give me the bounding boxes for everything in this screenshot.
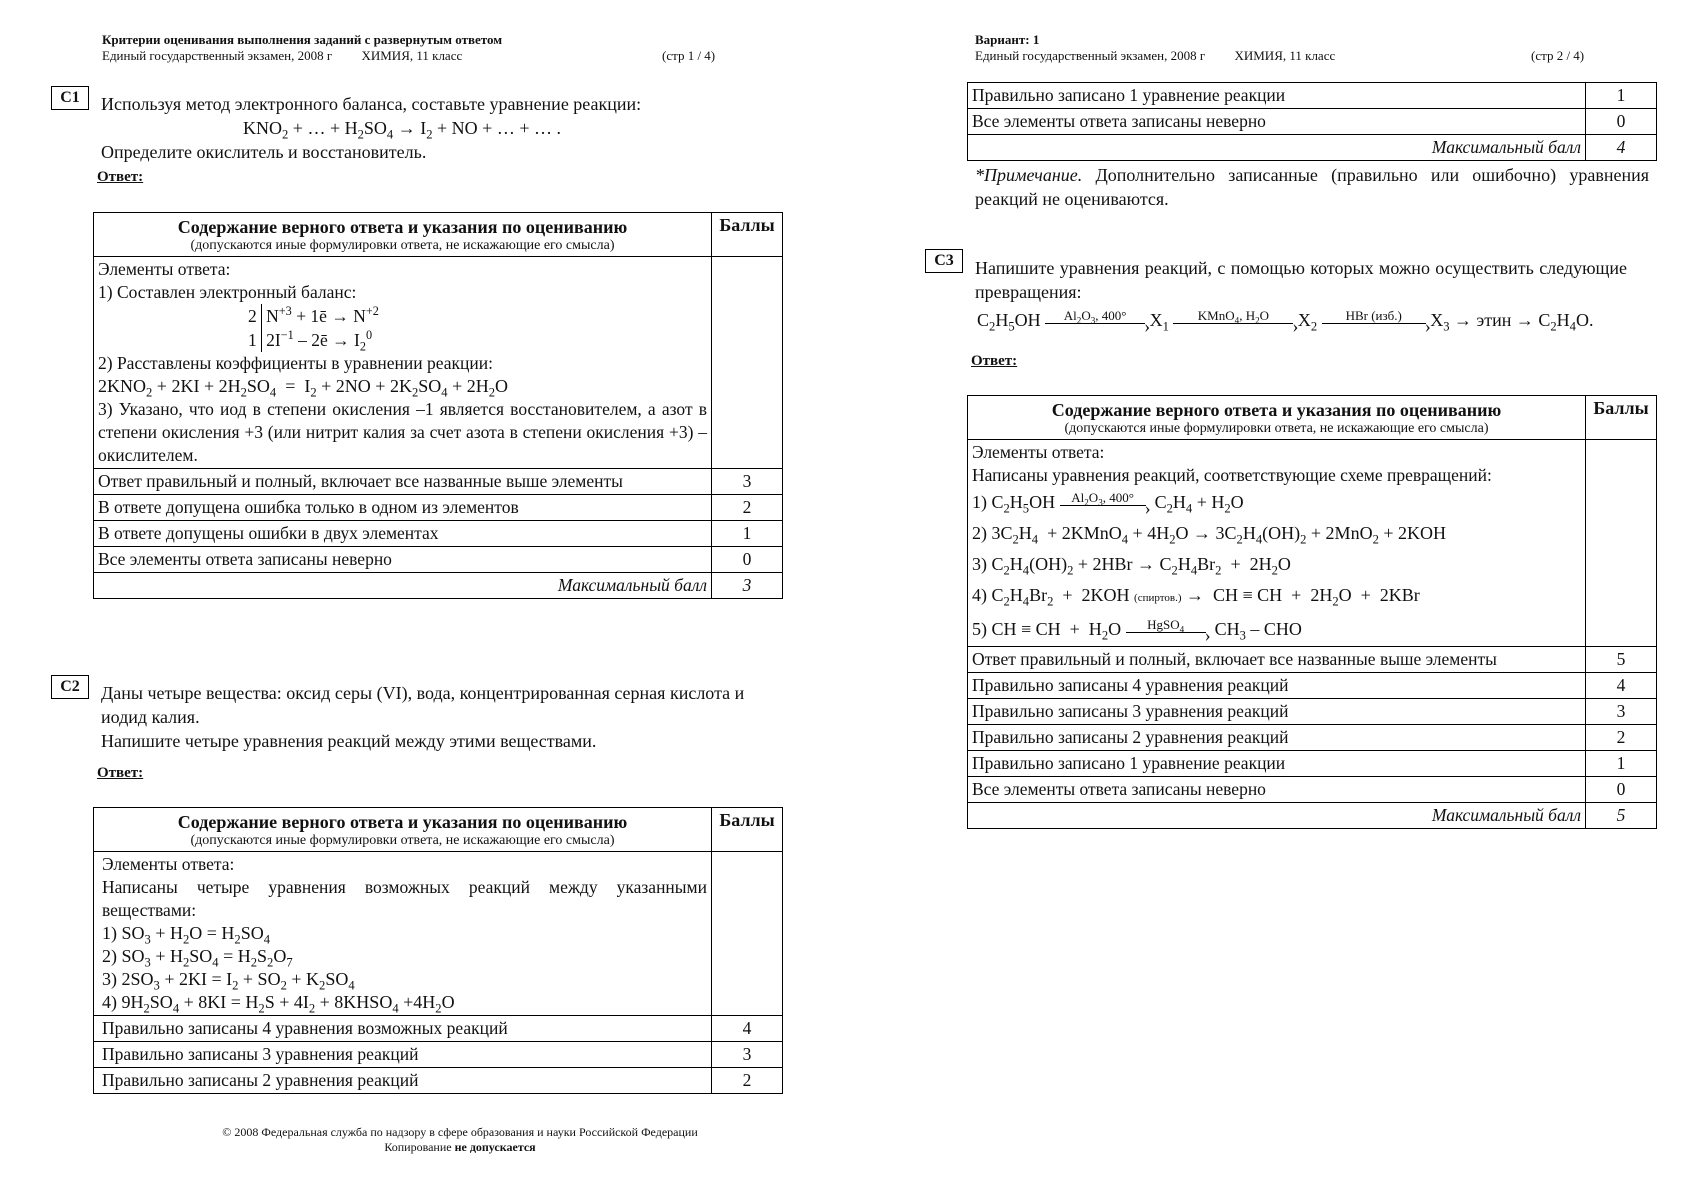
row-text: Правильно записаны 3 уравнения реакций <box>94 1042 712 1068</box>
table-row <box>94 1042 783 1068</box>
answer-elements-row <box>94 257 783 469</box>
table-header <box>94 213 783 257</box>
row-text: Правильно записаны 2 уравнения реакций <box>94 1068 712 1094</box>
c1-reaction-scheme: $KNO_2$ + … + $H_2SO_4 \to I_2$ + NO + … + … . <box>243 118 561 142</box>
footer-copy-forbidden: не допускается <box>454 1140 536 1154</box>
task-tag-c2: C2 <box>51 675 89 699</box>
table-row <box>968 109 1657 135</box>
row-text: В ответе допущены ошибки в двух элементах <box>94 521 712 547</box>
table-row <box>968 699 1657 725</box>
c1-answer-label: Ответ: <box>97 169 144 185</box>
page-number: (стр 2 / 4) <box>1531 48 1585 63</box>
row-text: Все элементы ответа записаны неверно <box>968 777 1586 803</box>
table-header-score: Баллы <box>712 213 783 257</box>
c1-question <box>101 92 741 164</box>
c3-question <box>975 256 1627 304</box>
page1-header <box>102 32 722 64</box>
max-score-row <box>968 135 1657 161</box>
c3-equation-1: 1) $C_2H_5OH$ $Al_2O_3$, 400° › $C_2H_4 + H_2O$ <box>972 487 1581 518</box>
row-text: Все элементы ответа записаны неверно <box>968 109 1586 135</box>
max-score-value: 4 <box>1586 135 1657 161</box>
answer-elements-row <box>968 440 1657 647</box>
c3-equation-5: 5) CH ≡ CH + $H_2O$ HgSO$_4$ › $CH_3$ – CHO <box>972 614 1581 645</box>
c2-equation-4: 4) $9H_2SO_4 + 8KI = H_2S + 4I_2$ + $8KHSO_4 +4H_2O$ <box>102 992 455 1016</box>
max-score-row <box>968 803 1657 829</box>
row-text: Правильно записаны 4 уравнения реакций <box>968 673 1586 699</box>
footer-copy-label: Копирование <box>384 1140 452 1154</box>
row-text: Правильно записано 1 уравнение реакции <box>968 83 1586 109</box>
c3-answer-label: Ответ: <box>971 353 1018 369</box>
element-2: 2) Расставлены коэффициенты в уравнении реакции: <box>98 353 493 373</box>
answer-elements-row <box>94 852 783 1016</box>
table-row <box>94 521 783 547</box>
table-row <box>94 469 783 495</box>
table-row <box>94 1016 783 1042</box>
page-number: (стр 1 / 4) <box>662 48 716 63</box>
table-header-main: Содержание верного ответа и указания по оцениванию <box>1051 399 1502 420</box>
page-footer <box>120 1125 800 1155</box>
elements-title: Элементы ответа: <box>102 854 235 874</box>
element-1: 1) Составлен электронный баланс: <box>98 282 357 302</box>
c2-criteria-table-continued <box>967 82 1657 161</box>
c3-transformation-scheme: $C_2H_5OH$ $Al_2O_3$, 400° › $X_1$ KMnO$_4$, $H_2O$ › $X_2$ HBr (изб.) › $X_3$ → этин → $C_2H_4O$. <box>977 309 1593 331</box>
task-tag-c3: C3 <box>925 249 963 273</box>
row-text: Ответ правильный и полный, включает все названные выше элементы <box>94 469 712 495</box>
c3-equation-2: 2) $3C_2H_4$ + 2KMnO$_4$ + $4H_2O \to 3C_2H_4(OH)_2 + 2MnO_2 + 2KOH$ <box>972 523 1447 547</box>
c2-question <box>101 681 761 753</box>
row-score: 2 <box>712 1068 783 1094</box>
elements-intro: Написаны четыре уравнения возможных реакций между указанными веществами: <box>102 877 707 920</box>
row-score: 2 <box>1586 725 1657 751</box>
table-header-score: Баллы <box>712 808 783 852</box>
row-score: 1 <box>712 521 783 547</box>
electron-balance: 2 $N^{+3}$ + 1ē → $N^{+2}$ 1 $2I^{-1}$ – 2ē → $I_2^0$ <box>248 304 379 354</box>
row-text: Все элементы ответа записаны неверно <box>94 547 712 573</box>
table-header-sub: (допускаются иные формулировки ответа, не искажающие его смысла) <box>1064 420 1489 436</box>
row-score: 3 <box>712 1042 783 1068</box>
header-subject: ХИМИЯ, 11 класс <box>361 48 463 63</box>
c2-answer-label: Ответ: <box>97 765 144 781</box>
row-score: 1 <box>1586 751 1657 777</box>
row-score: 4 <box>1586 673 1657 699</box>
element-3: 3) Указано, что иод в степени окисления –1 является восстановителем, а азот в степени окисления +3 (или нитрит калия за счет азота в степени окисления +3) – окислителем. <box>98 399 707 465</box>
c2-criteria-table <box>93 807 783 1094</box>
max-score-label: Максимальный балл <box>968 135 1586 161</box>
c3-equation-4: 4) $C_2H_4Br_2 + 2KOH$ (спиртов.) → CH ≡ CH + $2H_2O + 2KBr$ <box>972 585 1420 609</box>
c3-question-line1: Напишите уравнения реакций, с помощью которых можно осуществить следующие превращения: <box>975 258 1627 302</box>
max-score-value: 3 <box>712 573 783 599</box>
table-header-sub: (допускаются иные формулировки ответа, не искажающие его смысла) <box>190 832 615 848</box>
table-header <box>94 808 783 852</box>
header-subject: ХИМИЯ, 11 класс <box>1234 48 1336 63</box>
row-score: 3 <box>712 469 783 495</box>
table-header-main: Содержание верного ответа и указания по оцениванию <box>177 216 628 237</box>
note-text: Дополнительно записанные (правильно или ошибочно) уравнения реакций не оцениваются. <box>975 165 1649 209</box>
table-header-main: Содержание верного ответа и указания по оцениванию <box>177 811 628 832</box>
c1-question-line3: Определите окислитель и восстановитель. <box>101 142 427 162</box>
c2-equation-2: 2) $SO_3 + H_2SO_4 = H_2S_2O_7$ <box>102 946 293 970</box>
row-text: Правильно записаны 3 уравнения реакций <box>968 699 1586 725</box>
row-text: Ответ правильный и полный, включает все названные выше элементы <box>968 647 1586 673</box>
max-score-value: 5 <box>1586 803 1657 829</box>
page2-header <box>975 32 1615 64</box>
c2-question-line1: Даны четыре вещества: оксид серы (VI), вода, концентрированная серная кислота и иодид калия. <box>101 683 745 727</box>
note-label: *Примечание. <box>975 165 1083 185</box>
table-header-score: Баллы <box>1586 396 1657 440</box>
table-row <box>94 1068 783 1094</box>
elements-intro: Написаны уравнения реакций, соответствующие схеме превращений: <box>972 465 1492 485</box>
table-header-sub: (допускаются иные формулировки ответа, не искажающие его смысла) <box>190 237 615 253</box>
max-score-row <box>94 573 783 599</box>
header-exam: Единый государственный экзамен, 2008 г <box>102 48 333 63</box>
table-row <box>94 547 783 573</box>
table-row <box>968 777 1657 803</box>
c2-question-line2: Напишите четыре уравнения реакций между этими веществами. <box>101 731 597 751</box>
table-row <box>968 647 1657 673</box>
c1-question-line1: Используя метод электронного баланса, составьте уравнение реакции: <box>101 94 642 114</box>
c2-equation-3: 3) $2SO_3 + 2KI = I_2 + SO_2 + K_2SO_4$ <box>102 969 355 993</box>
row-score: 3 <box>1586 699 1657 725</box>
table-row <box>968 83 1657 109</box>
max-score-label: Максимальный балл <box>94 573 712 599</box>
footer-copyright: © 2008 Федеральная служба по надзору в сфере образования и науки Российской Федерации <box>222 1125 698 1139</box>
header-variant: Вариант: 1 <box>975 32 1040 47</box>
table-row <box>968 751 1657 777</box>
row-text: Правильно записано 1 уравнение реакции <box>968 751 1586 777</box>
c3-criteria-table <box>967 395 1657 829</box>
elements-title: Элементы ответа: <box>98 259 231 279</box>
table-row <box>94 495 783 521</box>
row-score: 4 <box>712 1016 783 1042</box>
elements-title: Элементы ответа: <box>972 442 1105 462</box>
row-text: Правильно записаны 4 уравнения возможных реакций <box>94 1016 712 1042</box>
table-row <box>968 725 1657 751</box>
c2-note <box>975 163 1649 211</box>
row-score: 2 <box>712 495 783 521</box>
row-text: В ответе допущена ошибка только в одном из элементов <box>94 495 712 521</box>
table-row <box>968 673 1657 699</box>
max-score-label: Максимальный балл <box>968 803 1586 829</box>
header-title: Критерии оценивания выполнения заданий с развернутым ответом <box>102 32 503 47</box>
c3-equation-3: 3) $C_2H_4(OH)_2 + 2HBr \to C_2H_4Br_2 + 2H_2O$ <box>972 554 1291 578</box>
row-score: 0 <box>1586 777 1657 803</box>
row-score: 5 <box>1586 647 1657 673</box>
row-score: 0 <box>1586 109 1657 135</box>
row-text: Правильно записаны 2 уравнения реакций <box>968 725 1586 751</box>
row-score: 1 <box>1586 83 1657 109</box>
row-score: 0 <box>712 547 783 573</box>
table-header <box>968 396 1657 440</box>
header-exam: Единый государственный экзамен, 2008 г <box>975 48 1206 63</box>
task-tag-c1: C1 <box>51 86 89 110</box>
c1-criteria-table <box>93 212 783 599</box>
c2-equation-1: 1) $SO_3 + H_2O = H_2SO_4$ <box>102 923 271 947</box>
balanced-equation: $2KNO_2 + 2KI + 2H_2SO_4 = I_2 + 2NO + 2K_2SO_4 + 2H_2O$ <box>98 376 509 400</box>
